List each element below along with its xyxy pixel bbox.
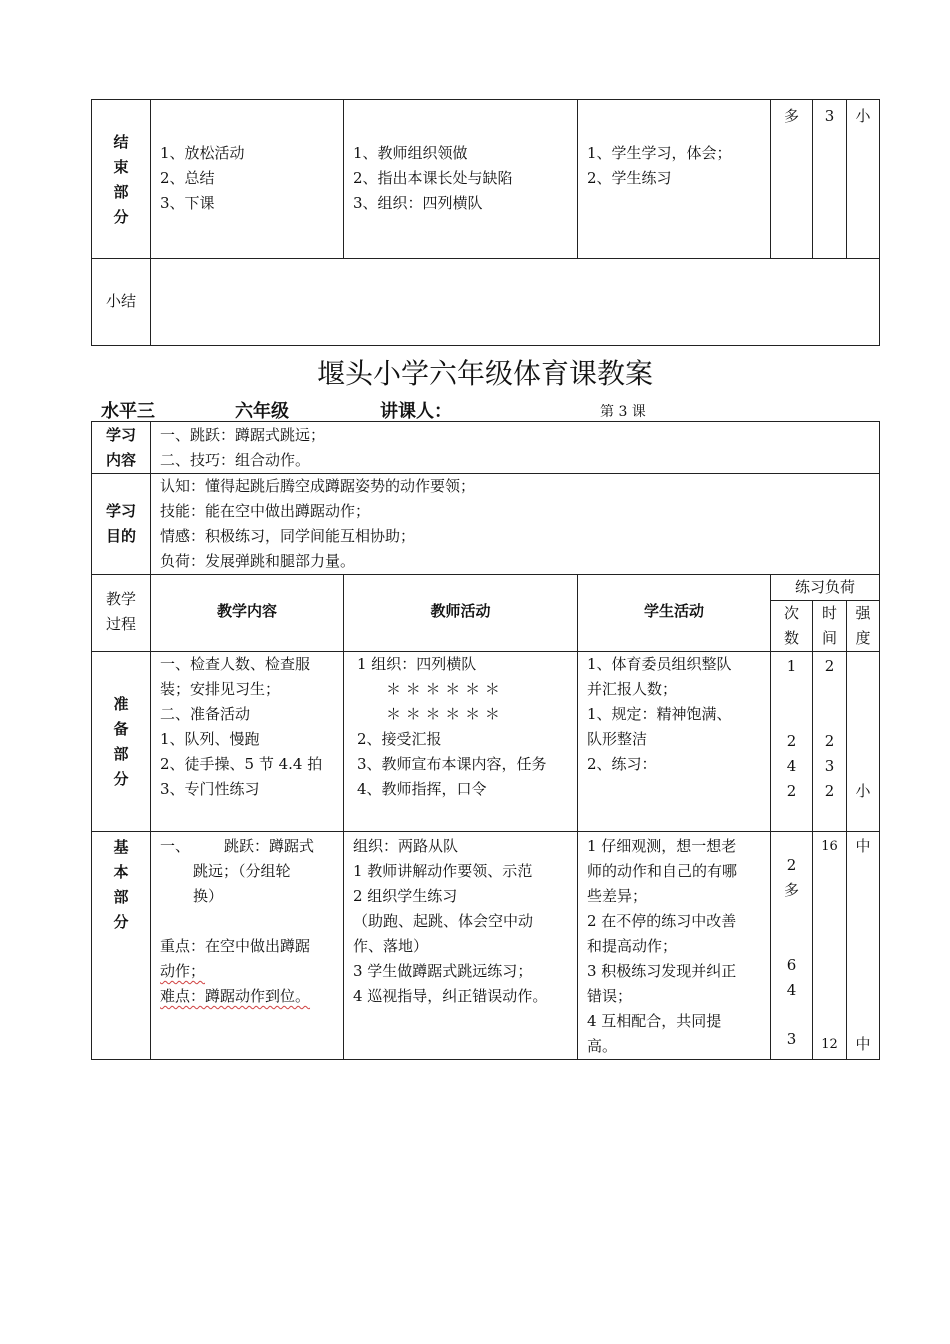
learning-content-cell: 一、跳跃：蹲踞式跳远； 二、技巧：组合动作。 (151, 422, 880, 474)
load-header: 练习负荷 (771, 575, 880, 601)
content-header: 教学内容 (151, 575, 344, 652)
closing-count-cell: 多 (771, 100, 813, 259)
closing-section-table (91, 99, 880, 346)
prep-content-cell: 一、检查人数、检查服 装；安排见习生； 二、准备活动 1、队列、慢跑 2、徒手操、5 节 4.4 拍 3、专门性练习 (151, 652, 344, 832)
closing-time-cell: 3 (813, 100, 847, 259)
teacher-label: 讲课人： (380, 401, 452, 422)
process-header: 教学 过程 (92, 575, 151, 652)
summary-label: 小结 (92, 259, 151, 346)
closing-student-cell: 1、学生学习，体会； 2、学生练习 (578, 100, 771, 259)
student-header: 学生活动 (578, 575, 771, 652)
prep-time-cell: 2 2 3 2 (813, 652, 847, 832)
page-title: 堰头小学六年级体育课教案 (316, 357, 653, 390)
closing-teacher-cell: 1、教师组织领做 2、指出本课长处与缺陷 3、组织：四列横队 (344, 100, 578, 259)
prep-count-cell: 1 2 4 2 (771, 652, 813, 832)
basic-student-cell: 1 仔细观测，想一想老 师的动作和自己的有哪 些差异； 2 在不停的练习中改善 和提高动作； 3 积极练习发现并纠正 错误； 4 互相配合，共同提 高。 (578, 832, 771, 1060)
closing-section-label: 结 束 部 分 (92, 100, 151, 259)
lesson-plan-table (91, 421, 880, 1060)
prep-section-label: 准 备 部 分 (92, 652, 151, 832)
basic-time-cell: 16 12 (813, 832, 847, 1060)
basic-section-label: 基 本 部 分 (92, 832, 151, 1060)
closing-content-cell: 1、放松活动 2、总结 3、下课 (151, 100, 344, 259)
prep-teacher-cell: 1 组织：四列横队 ＊ ＊ ＊ ＊ ＊ ＊ ＊ ＊ ＊ ＊ ＊ ＊ 2、接受汇报 3、教师宣布本课内容，任务 4、教师指挥，口令 (344, 652, 578, 832)
learning-goal-cell: 认知：懂得起跳后腾空成蹲踞姿势的动作要领； 技能：能在空中做出蹲踞动作； 情感：积极练习，同学间能互相协助； 负荷：发展弹跳和腿部力量。 (151, 474, 880, 575)
count-header: 次 数 (771, 601, 813, 652)
closing-intensity-cell: 小 (847, 100, 880, 259)
teacher-header: 教师活动 (344, 575, 578, 652)
learning-content-label: 学习 内容 (92, 422, 151, 474)
time-header: 时 间 (813, 601, 847, 652)
basic-content-cell: 一、 跳跃：蹲踞式 跳远；（分组轮 换） 重点：在空中做出蹲踞 动作； 难点：蹲踞动作到位。 (151, 832, 344, 1060)
basic-count-cell: 2 多 6 4 3 (771, 832, 813, 1060)
prep-student-cell: 1、体育委员组织整队 并汇报人数； 1、规定：精神饱满、 队形整洁 2、练习： (578, 652, 771, 832)
basic-intensity-cell: 中 中 (847, 832, 880, 1060)
grade-label: 六年级 (235, 401, 289, 422)
learning-goal-label: 学习 目的 (92, 474, 151, 575)
intensity-header: 强 度 (847, 601, 880, 652)
summary-cell (151, 259, 880, 346)
lesson-number: 第 3 课 (600, 404, 646, 420)
level-label: 水平三 (101, 401, 155, 422)
basic-teacher-cell: 组织：两路从队 1 教师讲解动作要领、示范 2 组织学生练习 （助跑、起跳、体会空中动 作、落地） 3 学生做蹲踞式跳远练习； 4 巡视指导，纠正错误动作。 (344, 832, 578, 1060)
prep-intensity-cell: 小 (847, 652, 880, 832)
